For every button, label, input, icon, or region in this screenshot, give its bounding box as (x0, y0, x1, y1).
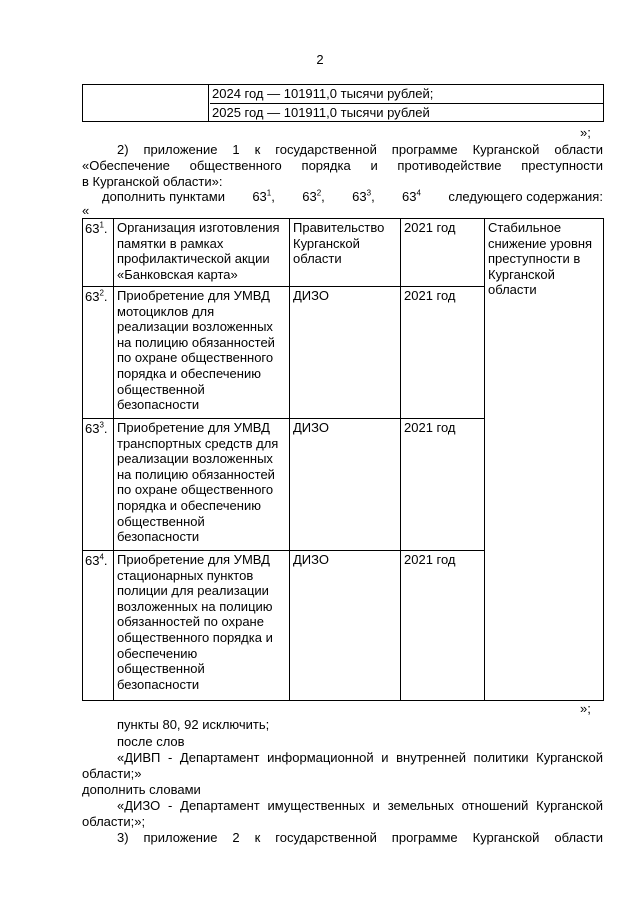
budget-table (82, 84, 604, 122)
measure-name: Организация изготовления памятки в рамках профилактической акции «Банковская карта» (114, 219, 290, 287)
after-line-5: дополнить словами (82, 782, 201, 797)
paragraph-2-line-2: «Обеспечение общественного порядка и противодействие преступности (82, 158, 603, 173)
point-ref: $63^3$, (352, 188, 375, 204)
executor: ДИЗО (290, 551, 401, 701)
paragraph-2-line-4 (102, 189, 603, 204)
after-line-8: 3) приложение 2 к государственной программе Курганской области (117, 830, 603, 845)
budget-row-2024: 2024 год — 101911,0 тысячи рублей; (212, 86, 434, 101)
after-line-4: области;» (82, 766, 142, 781)
row-number: $63^2$. (83, 287, 114, 419)
row-number: $63^3$. (83, 419, 114, 551)
measure-name: Приобретение для УМВД транспортных средств для реализации возложенных на полицию обязанностей по охране общественного порядка и обеспечению общественной безопасности (114, 419, 290, 551)
executor: ДИЗО (290, 287, 401, 419)
budget-table-values-cell (210, 85, 603, 121)
line-4-suffix: следующего содержания: (448, 189, 603, 204)
after-line-1: пункты 80, 92 исключить; (117, 717, 270, 732)
measure-name: Приобретение для УМВД стационарных пунктов полиции для реализации возложенных на полицию обязанностей по охране общественного порядка и обеспечению общественной безопасности (114, 551, 290, 701)
after-line-6: «ДИЗО - Департамент имущественных и земельных отношений Курганской (117, 798, 603, 813)
year: 2021 год (401, 419, 485, 551)
row-number: $63^1$. (83, 219, 114, 287)
after-line-2: после слов (117, 734, 185, 749)
paragraph-2-line-1: 2) приложение 1 к государственной программе Курганской области (117, 142, 603, 157)
line-4-prefix: дополнить пунктами (102, 189, 225, 204)
point-ref: $63^1$, (252, 188, 275, 204)
after-line-3: «ДИВП - Департамент информационной и внутренней политики Курганской (117, 750, 603, 765)
closing-quote: »; (580, 125, 591, 140)
after-line-7: области;»; (82, 814, 146, 829)
row-number: $63^4$. (83, 551, 114, 701)
expected-result: Стабильное снижение уровня преступности в Курганской области (485, 219, 604, 701)
opening-quote: « (82, 203, 90, 218)
executor: ДИЗО (290, 419, 401, 551)
year: 2021 год (401, 551, 485, 701)
point-ref: $63^4$ (402, 188, 421, 204)
year: 2021 год (401, 219, 485, 287)
page-number: 2 (316, 52, 324, 67)
table-row (83, 219, 604, 287)
measures-table (82, 218, 604, 701)
closing-quote: »; (580, 701, 591, 716)
measure-name: Приобретение для УМВД мотоциклов для реализации возложенных на полицию обязанностей по охране общественного порядка и обеспечению общественной безопасности (114, 287, 290, 419)
executor: Правительство Курганской области (290, 219, 401, 287)
budget-table-empty-cell (83, 85, 209, 121)
budget-row-2025: 2025 год — 101911,0 тысячи рублей (210, 103, 603, 122)
year: 2021 год (401, 287, 485, 419)
paragraph-2-line-3: в Курганской области»: (82, 174, 223, 189)
point-ref: $63^2$, (302, 188, 325, 204)
